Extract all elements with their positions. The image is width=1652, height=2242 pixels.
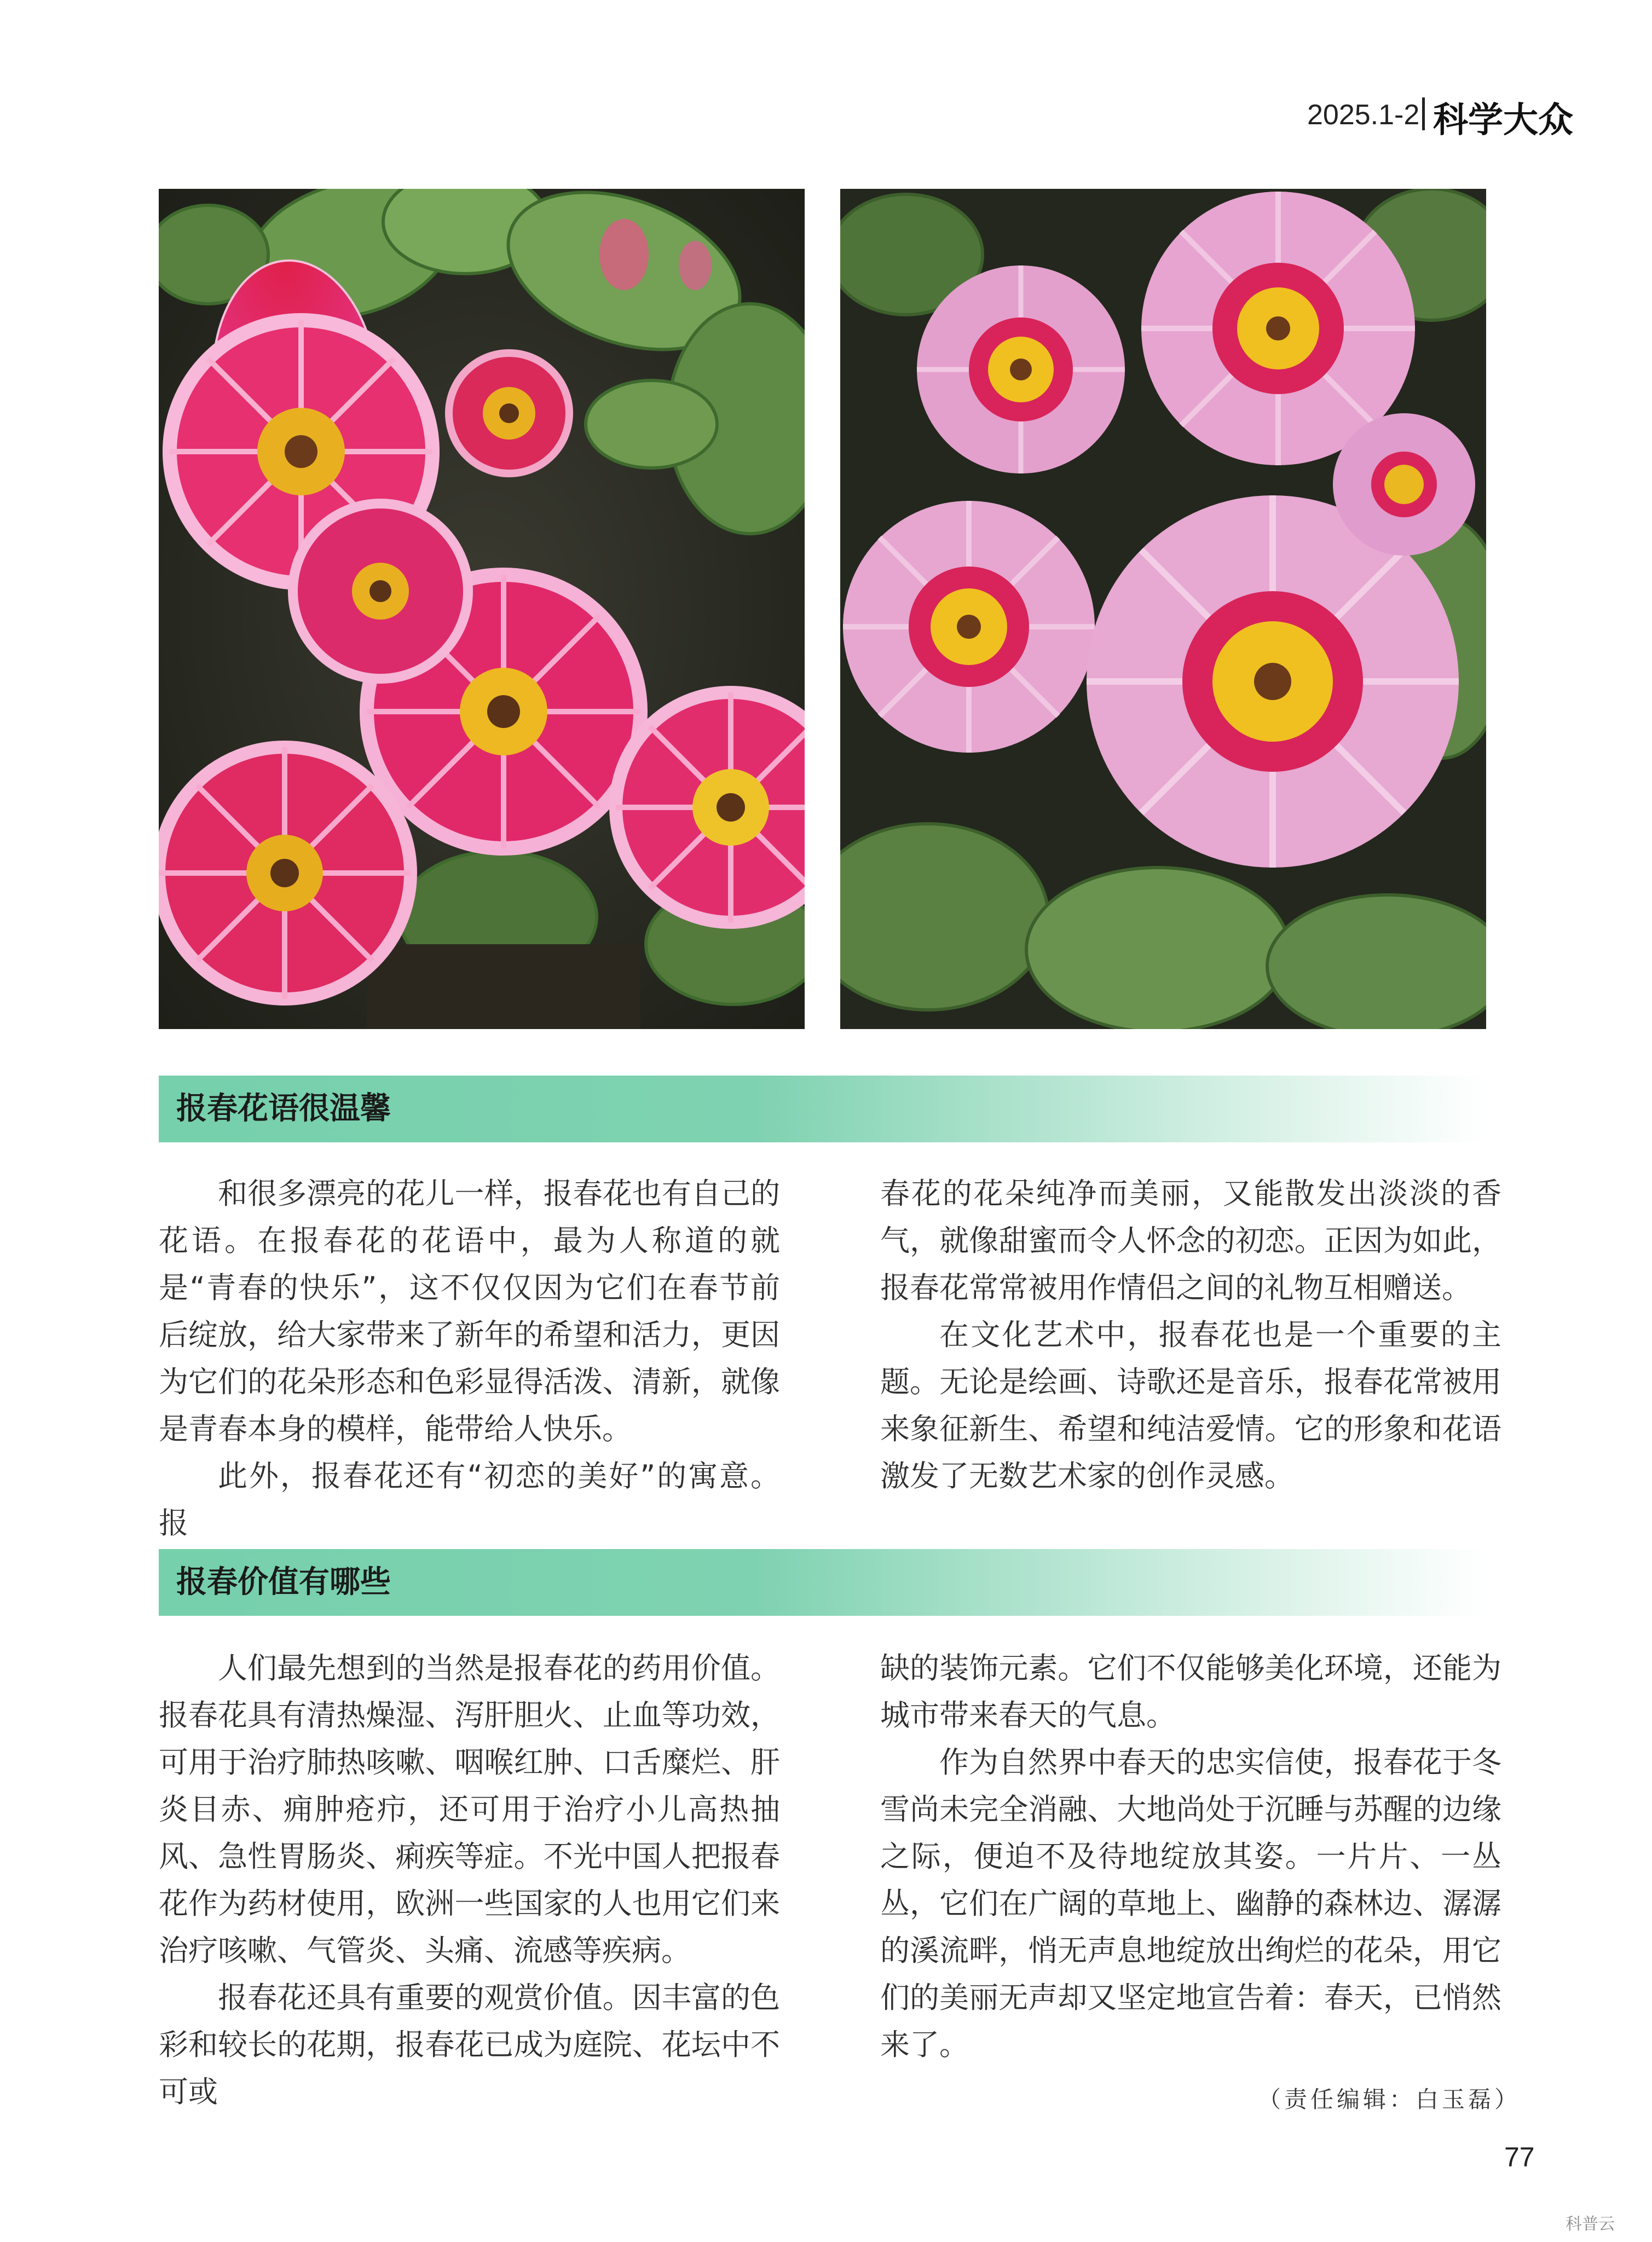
section-2-right-column bbox=[880, 1645, 1501, 2068]
paragraph: 和很多漂亮的花儿一样，报春花也有自己的花语。在报春花的花语中，最为人称道的就是“青春的快乐”，这不仅仅因为它们在春节前后绽放，给大家带来了新年的希望和活力，更因为它们的花朵形态和色彩显得活泼、清新，就像是青春本身的模样，能带给人快乐。 bbox=[159, 1176, 780, 1446]
section-1-right-column bbox=[880, 1170, 1501, 1500]
issue-number: 2025.1-2 bbox=[1307, 99, 1420, 131]
flower-pink-3 bbox=[843, 501, 1095, 753]
flower-3 bbox=[159, 747, 411, 999]
section-1-title: 报春花语很温馨 bbox=[176, 1091, 391, 1126]
paragraph: 缺的装饰元素。它们不仅能够美化环境，还能为城市带来春天的气息。 bbox=[880, 1651, 1501, 1732]
paragraph: 人们最先想到的当然是报春花的药用价值。报春花具有清热燥湿、泻肝胆火、止血等功效，可用于治疗肺热咳嗽、咽喉红肿、口舌糜烂、肝炎目赤、痈肿疮疖，还可用于治疗小儿高热抽风、急性胃肠炎、痢疾等症。不光中国人把报春花作为药材使用，欧洲一些国家的人也用它们来治疗咳嗽、气管炎、头痛、流感等疾病。 bbox=[159, 1651, 780, 1968]
page-number: 77 bbox=[1504, 2142, 1535, 2172]
photo-primrose-magenta-drawing bbox=[159, 189, 805, 1029]
section-1-left-column bbox=[159, 1170, 780, 1547]
photo-primrose-pink-drawing bbox=[840, 189, 1486, 1029]
flower-5 bbox=[449, 353, 569, 473]
paragraph: 在文化艺术中，报春花也是一个重要的主题。无论是绘画、诗歌还是音乐，报春花常被用来象征新生、希望和纯洁爱情。它的形象和花语激发了无数艺术家的创作灵感。 bbox=[880, 1318, 1501, 1493]
magazine-logo: 科学大众 bbox=[1433, 100, 1573, 141]
paragraph: 此外，报春花还有“初恋的美好”的寓意。报 bbox=[159, 1459, 780, 1540]
paragraph: 春花的花朵纯净而美丽，又能散发出淡淡的香气，就像甜蜜而令人怀念的初恋。正因为如此，报春花常常被用作情侣之间的礼物互相赠送。 bbox=[880, 1176, 1501, 1305]
header-divider bbox=[1422, 97, 1425, 130]
section-2-title: 报春价值有哪些 bbox=[176, 1564, 391, 1600]
flower-pink-2 bbox=[917, 265, 1125, 473]
photo-primrose-magenta bbox=[159, 189, 805, 1029]
flower-4 bbox=[616, 692, 805, 922]
photo-primrose-pink bbox=[840, 189, 1486, 1029]
paragraph: 报春花还具有重要的观赏价值。因丰富的色彩和较长的花期，报春花已成为庭院、花坛中不可或 bbox=[159, 1980, 780, 2109]
paragraph: 作为自然界中春天的忠实信使，报春花于冬雪尚未完全消融、大地尚处于沉睡与苏醒的边缘之际，便迫不及待地绽放其姿。一片片、一丛丛，它们在广阔的草地上、幽静的森林边、潺潺的溪流畔，悄无声息地绽放出绚烂的花朵，用它们的美丽无声却又坚定地宣告着：春天，已悄然来了。 bbox=[880, 1745, 1501, 2062]
watermark: 科普云 bbox=[1566, 2215, 1615, 2234]
flower-pink-5 bbox=[1333, 413, 1475, 556]
editor-credit: （责任编辑：白玉磊） bbox=[1258, 2086, 1521, 2113]
flower-6 bbox=[293, 504, 468, 679]
section-2-left-column bbox=[159, 1645, 780, 2116]
